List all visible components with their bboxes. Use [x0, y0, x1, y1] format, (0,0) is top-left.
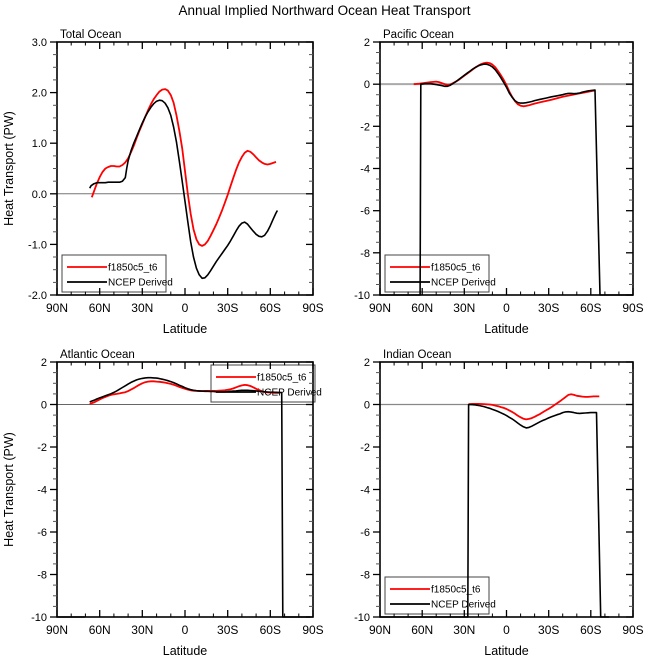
y-tick-label: 2: [363, 357, 370, 369]
x-tick-label: 60S: [259, 623, 281, 637]
x-axis-label: Latitude: [484, 322, 529, 336]
legend-atlantic-ocean: [211, 365, 322, 402]
series-ncep-derived: [90, 378, 311, 617]
x-tick-label: 60N: [88, 301, 111, 315]
y-tick-label: -6: [360, 205, 370, 218]
x-tick-label: 90N: [368, 623, 392, 637]
x-tick-label: 30N: [453, 301, 476, 315]
y-tick-label: -4: [360, 163, 370, 176]
y-tick-label: -1.0: [28, 239, 47, 252]
x-tick-label: 90S: [622, 301, 644, 315]
x-tick-label: 0: [181, 301, 189, 315]
x-axis-label: Latitude: [484, 644, 529, 658]
x-tick-label: 30N: [131, 623, 154, 637]
x-tick-label: 0: [503, 623, 510, 637]
x-tick-label: 60N: [88, 623, 111, 637]
x-tick-label: 60N: [411, 623, 434, 637]
y-axis-label: Heat Transport (PW): [2, 111, 16, 226]
legend-total-ocean: [62, 255, 173, 292]
x-tick-label: 60N: [411, 301, 434, 315]
legend-label: f1850c5_t6: [108, 262, 158, 274]
panel-atlantic-ocean: [2, 349, 324, 658]
x-tick-label: 0: [181, 623, 189, 637]
figure-title: Annual Implied Northward Ocean Heat Transport: [178, 3, 471, 18]
x-tick-label: 90N: [45, 623, 69, 637]
x-tick-label: 60S: [259, 301, 281, 315]
series-f1850c5_t6: [92, 89, 276, 246]
legend-label: f1850c5_t6: [431, 584, 481, 596]
y-tick-label: -2.0: [28, 290, 47, 302]
axis-frame: [380, 42, 633, 295]
x-tick-label: 90S: [302, 623, 324, 637]
panel-title: Pacific Ocean: [383, 29, 454, 41]
series-f1850c5_t6: [469, 394, 600, 419]
y-tick-label: 1.0: [31, 138, 47, 151]
x-axis-label: Latitude: [162, 644, 208, 658]
series-ncep-derived: [380, 405, 609, 618]
y-tick-label: 2.0: [31, 87, 47, 100]
x-tick-label: 90N: [368, 301, 392, 315]
y-tick-label: 2: [363, 37, 370, 49]
y-tick-label: -8: [37, 569, 47, 582]
y-tick-label: 0: [40, 399, 47, 412]
x-tick-label: 0: [503, 301, 510, 315]
legend-label: NCEP Derived: [108, 277, 173, 289]
panel-indian-ocean: [354, 349, 644, 658]
y-tick-label: -6: [37, 527, 47, 539]
y-tick-label: 0.0: [31, 188, 47, 201]
y-tick-label: -10: [354, 290, 370, 302]
y-tick-label: 3.0: [31, 37, 47, 49]
y-tick-label: 0: [363, 79, 370, 92]
panel-title: Indian Ocean: [383, 349, 452, 361]
x-tick-label: 30S: [538, 301, 560, 315]
x-tick-label: 60S: [580, 301, 602, 315]
legend-indian-ocean: [385, 577, 496, 614]
y-tick-label: -4: [360, 484, 370, 497]
x-tick-label: 30S: [217, 301, 239, 315]
x-tick-label: 60S: [580, 623, 602, 637]
panel-title: Total Ocean: [60, 29, 122, 41]
x-tick-label: 30N: [131, 301, 154, 315]
y-tick-label: -2: [360, 442, 370, 454]
y-tick-label: -8: [360, 247, 370, 260]
y-tick-label: 0: [363, 399, 370, 412]
series-ncep-derived: [90, 100, 278, 278]
x-tick-label: 30N: [453, 623, 476, 637]
y-tick-label: -6: [360, 527, 370, 539]
x-axis-label: Latitude: [162, 322, 208, 336]
legend-label: NCEP Derived: [257, 387, 322, 399]
panel-total-ocean: [2, 29, 324, 336]
x-tick-label: 30S: [538, 623, 560, 637]
x-tick-label: 90S: [622, 623, 644, 637]
x-tick-label: 90S: [302, 301, 324, 315]
panel-pacific-ocean: [354, 29, 644, 336]
legend-label: NCEP Derived: [431, 599, 496, 611]
y-tick-label: 2: [40, 357, 47, 369]
y-axis-label: Heat Transport (PW): [2, 432, 16, 547]
y-tick-label: -2: [360, 121, 370, 134]
y-tick-label: -2: [37, 442, 47, 454]
axis-frame: [380, 362, 633, 617]
legend-label: f1850c5_t6: [257, 372, 307, 384]
series-ncep-derived: [380, 64, 633, 295]
y-tick-label: -8: [360, 569, 370, 582]
y-tick-label: -4: [37, 484, 47, 497]
x-tick-label: 90N: [45, 301, 69, 315]
legend-pacific-ocean: [385, 255, 496, 292]
panel-title: Atlantic Ocean: [60, 349, 135, 361]
legend-label: f1850c5_t6: [431, 262, 481, 274]
y-tick-label: -10: [31, 612, 47, 624]
x-tick-label: 30S: [217, 623, 239, 637]
y-tick-label: -10: [354, 612, 370, 624]
legend-label: NCEP Derived: [431, 277, 496, 289]
